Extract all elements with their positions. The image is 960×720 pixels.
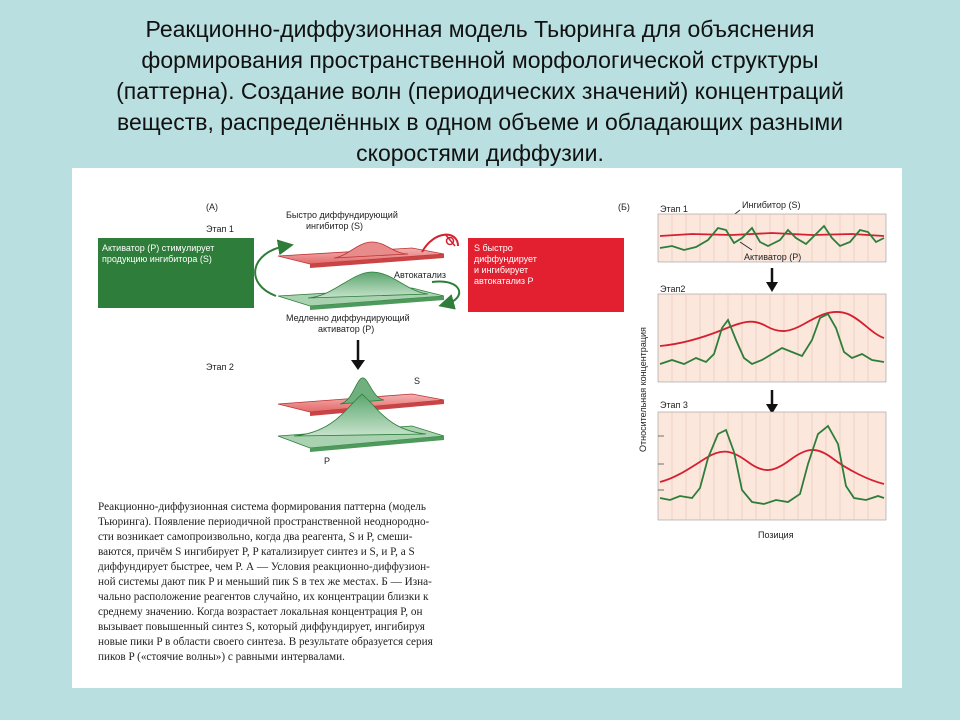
slow-activator-label: Медленно диффундирующий [286,313,410,323]
y-axis-label: Относительная концентрация [638,327,648,452]
title-line: веществ, распределённых в одном объеме и обладающих разными [117,109,843,135]
caption-line: Реакционно-диффузионная система формирования паттерна (модель [98,501,426,513]
slide-title [40,14,920,169]
plate-p-label: P [324,456,331,466]
panel-b-stage3-label: Этап 3 [660,400,688,410]
caption-line: новые пики P в области своего синтеза. В результате образуется серия [98,636,433,648]
activator-curve-label: Активатор (P) [744,252,802,262]
caption-line: сти возникает самопроизвольно, когда два реагента, S и P, смеши- [98,531,413,543]
inhibitor-info-line: и ингибирует [474,265,529,275]
autocatalysis-arrow [432,281,459,304]
panel-a-stage2-label: Этап 2 [206,362,234,372]
caption-line: диффундирует быстрее, чем P. А — Условия реакционно-диффузион- [98,561,430,573]
inhibitor-curve-label: Ингибитор (S) [742,200,801,210]
panel-b-stage1-label: Этап 1 [660,204,688,214]
stage-arrow-head [351,360,365,370]
caption-line: среднему значению. Когда возрастает локальная концентрация P, он [98,606,423,618]
stage3-plot [658,412,886,520]
panel-a-tag: (А) [206,202,218,212]
caption-line: чально расположение реагентов случайно, их концентрации близки к [98,591,429,603]
activator-info-line: Активатор (P) стимулирует [102,243,215,253]
title-line: формирования пространственной морфологической структуры [141,47,819,73]
inhibitor-info-line: диффундирует [474,254,537,264]
panel-a-stage1-label: Этап 1 [206,224,234,234]
caption-line: ваются, причём S ингибирует P, P катализирует синтез и S, и P, а S [98,546,415,558]
figure-caption [98,500,488,665]
caption-line: вызывает повышенный синтез S, который диффундирует, ингибируя [98,621,425,633]
caption-line: пиков P («стоячие волны») с равными интервалами. [98,651,345,663]
inhibitor-info-line: S быстро [474,243,513,253]
x-axis-label: Позиция [758,530,794,540]
stage1-inhibitor-plate [278,242,444,268]
plate-s-label: S [414,376,421,386]
caption-line: Тьюринга). Появление периодичной пространственной неоднородно- [98,516,430,528]
panel-b-stage2-label: Этап2 [660,284,686,294]
caption-line: ной системы дают пик P и меньший пик S в тех же местах. Б — Изна- [98,576,432,588]
stimulation-arrow [255,246,286,296]
turing-figure [72,168,902,688]
title-line: скоростями диффузии. [356,140,604,166]
panel-b-tag: (Б) [618,202,630,212]
autocatalysis-label: Автокатализ [394,270,446,280]
stage-arrow-head [766,282,778,292]
activator-info-line: продукцию ингибитора (S) [102,254,212,264]
slow-activator-label-2: активатор (P) [318,324,375,334]
title-line: (паттерна). Создание волн (периодических значений) концентраций [116,78,844,104]
title-line: Реакционно-диффузионная модель Тьюринга для объяснения [145,16,815,42]
fast-inhibitor-label-2: ингибитор (S) [306,221,364,231]
inhibitor-info-line: автокатализ P [474,276,534,286]
stage2-plot [658,294,886,382]
fast-inhibitor-label: Быстро диффундирующий [286,210,398,220]
